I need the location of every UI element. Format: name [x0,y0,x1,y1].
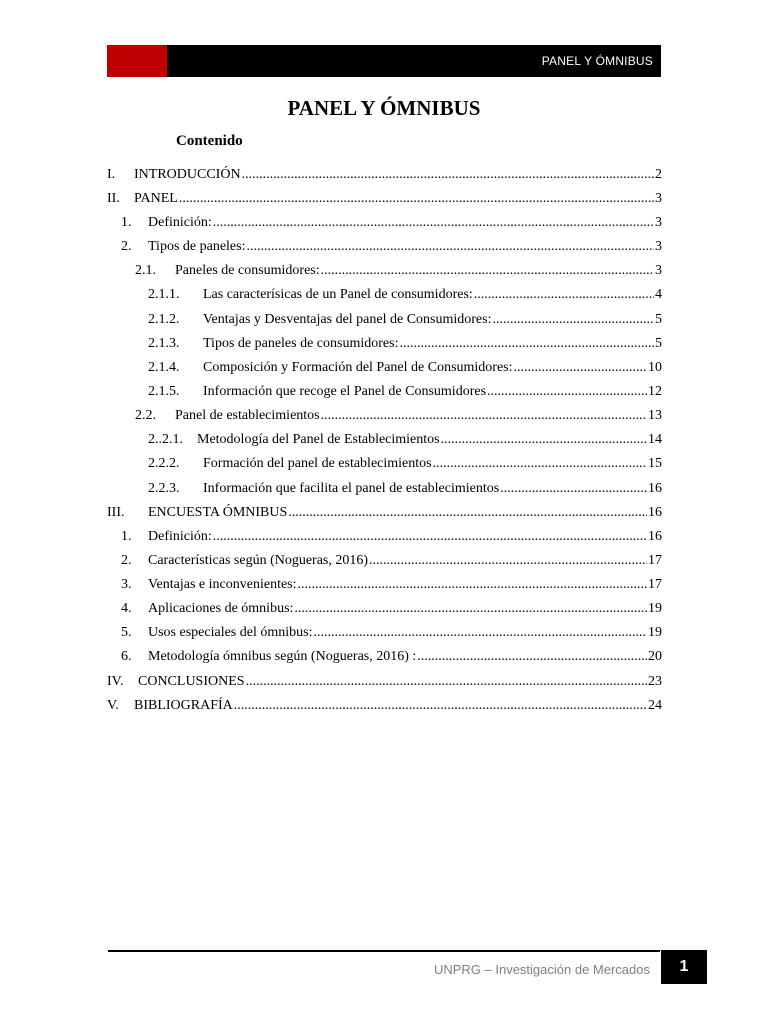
toc-heading: Contenido [176,133,243,149]
toc-entry[interactable] [148,453,662,475]
toc-entry-label: Metodología ómnibus según (Nogueras, 2016) : [148,649,417,664]
toc-entry[interactable] [148,478,662,500]
toc-entry-label: Definición: [148,529,212,544]
toc-entry[interactable] [135,260,662,282]
toc-leader-dots [474,284,654,306]
toc-entry[interactable] [148,357,662,379]
toc-leader-dots [369,550,647,572]
toc-entry-page: 16 [648,505,662,520]
toc-entry-page: 16 [648,529,662,544]
toc-entry-number: II. [107,191,120,206]
toc-entry-label: Información que facilita el panel de establecimientos [203,481,500,496]
toc-entry-page: 12 [648,384,662,399]
toc-entry-page: 17 [648,577,662,592]
toc-entry-number: 2.1.4. [148,360,180,375]
toc-entry[interactable] [121,646,662,668]
running-header [107,45,661,77]
toc-entry[interactable] [107,695,662,717]
toc-entry-label: BIBLIOGRAFÍA [134,698,233,713]
toc-entry-number: 2.1.1. [148,287,180,302]
toc-entry-label: INTRODUCCIÓN [134,167,241,182]
toc-entry-page: 3 [655,263,662,278]
toc-entry[interactable] [121,598,662,620]
toc-entry[interactable] [107,671,662,693]
toc-entry-number: III. [107,505,125,520]
toc-entry-number: 3. [121,577,132,592]
toc-entry-page: 19 [648,601,662,616]
toc-entry-label: CONCLUSIONES [138,674,245,689]
toc-entry-page: 23 [648,674,662,689]
toc-entry-number: V. [107,698,119,713]
toc-leader-dots [399,333,654,355]
toc-entry-page: 5 [655,336,662,351]
toc-leader-dots [213,212,654,234]
toc-entry[interactable] [121,550,662,572]
toc-entry-page: 4 [655,287,662,302]
toc-entry-page: 3 [655,215,662,230]
toc-entry[interactable] [121,574,662,596]
toc-entry[interactable] [121,622,662,644]
toc-entry-number: 2.2.3. [148,481,180,496]
toc-entry[interactable] [107,188,662,210]
toc-entry-page: 16 [648,481,662,496]
toc-entry-number: 1. [121,529,132,544]
toc-entry-number: 2.1.2. [148,312,180,327]
toc-leader-dots [294,598,647,620]
toc-leader-dots [321,260,654,282]
toc-entry[interactable] [107,502,662,524]
toc-leader-dots [492,309,654,331]
toc-leader-dots [179,188,654,210]
toc-leader-dots [242,164,654,186]
toc-leader-dots [234,695,647,717]
toc-entry-label: Información que recoge el Panel de Consumidores [203,384,487,399]
toc-entry-label: ENCUESTA ÓMNIBUS [148,505,288,520]
toc-entry-number: 2.1. [135,263,156,278]
toc-leader-dots [246,671,647,693]
toc-leader-dots [298,574,647,596]
toc-entry-number: 2. [121,553,132,568]
toc-entry-number: 5. [121,625,132,640]
running-header-title: PANEL Y ÓMNIBUS [541,54,653,68]
toc-entry[interactable] [121,526,662,548]
toc-entry-page: 5 [655,312,662,327]
document-title: PANEL Y ÓMNIBUS [287,96,481,120]
toc-leader-dots [487,381,647,403]
toc-entry-label: Tipos de paneles de consumidores: [203,336,399,351]
toc-entry-page: 3 [655,191,662,206]
toc-entry-number: IV. [107,674,124,689]
toc-entry-page: 15 [648,456,662,471]
toc-entry[interactable] [135,405,662,427]
toc-entry-number: 2.2. [135,408,156,423]
toc-entry-label: Formación del panel de establecimientos [203,456,432,471]
toc-entry-page: 13 [648,408,662,423]
toc-entry-page: 19 [648,625,662,640]
header-accent-block [107,45,167,77]
toc-entry-number: I. [107,167,116,182]
toc-leader-dots [441,429,647,451]
toc-entry-page: 2 [655,167,662,182]
toc-entry-number: 2.1.3. [148,336,180,351]
footer-divider [108,950,660,952]
toc-entry-number: 2.2.2. [148,456,180,471]
toc-entry-label: Definición: [148,215,212,230]
toc-entry-page: 3 [655,239,662,254]
toc-entry[interactable] [148,284,662,306]
toc-leader-dots [514,357,647,379]
toc-entry-label: PANEL [134,191,178,206]
toc-entry-label: Aplicaciones de ómnibus: [148,601,294,616]
toc-leader-dots [433,453,647,475]
toc-entry-label: Usos especiales del ómnibus: [148,625,313,640]
toc-leader-dots [288,502,647,524]
toc-entry-label: Ventajas e inconvenientes: [148,577,297,592]
toc-entry-number: 2..2.1. [148,432,183,447]
toc-entry-label: Las caracterísicas de un Panel de consumidores: [203,287,473,302]
toc-entry-label: Metodología del Panel de Establecimientos [197,432,440,447]
toc-entry-page: 20 [648,649,662,664]
toc-entry-number: 1. [121,215,132,230]
toc-entry-label: Panel de establecimientos [175,408,320,423]
toc-entry-label: Tipos de paneles: [148,239,246,254]
toc-entry-number: 2. [121,239,132,254]
toc-entry-number: 6. [121,649,132,664]
toc-entry-label: Composición y Formación del Panel de Consumidores: [203,360,513,375]
toc-leader-dots [500,478,647,500]
toc-entry-label: Paneles de consumidores: [175,263,320,278]
toc-entry-number: 2.1.5. [148,384,180,399]
toc-entry[interactable] [107,164,662,186]
toc-entry[interactable] [121,212,662,234]
toc-entry-page: 17 [648,553,662,568]
toc-entry-page: 24 [648,698,662,713]
toc-leader-dots [321,405,647,427]
footer-page-number: 1 [661,950,707,984]
toc-leader-dots [213,526,647,548]
toc-leader-dots [246,236,654,258]
toc-entry-number: 4. [121,601,132,616]
toc-entry-page: 10 [648,360,662,375]
toc-entry[interactable] [148,429,662,451]
toc-entry[interactable] [121,236,662,258]
toc-entry-page: 14 [648,432,662,447]
toc-leader-dots [417,646,647,668]
toc-entry[interactable] [148,309,662,331]
toc-entry-label: Ventajas y Desventajas del panel de Consumidores: [203,312,492,327]
toc-entry[interactable] [148,333,662,355]
footer-text: UNPRG – Investigación de Mercados [433,962,650,977]
toc-entry[interactable] [148,381,662,403]
toc-leader-dots [313,622,647,644]
toc-entry-label: Características según (Nogueras, 2016) [148,553,369,568]
